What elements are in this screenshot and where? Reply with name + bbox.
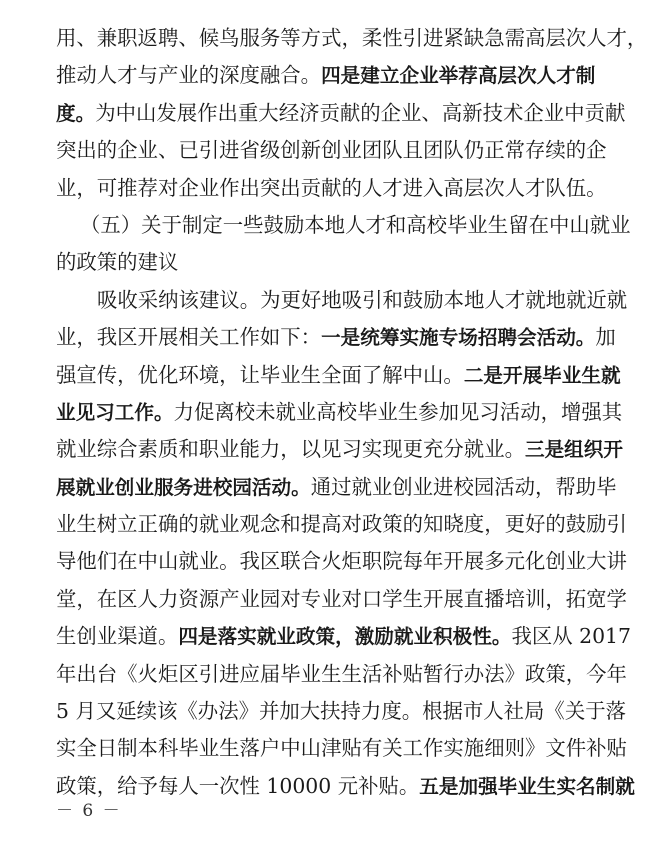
text-line: [56, 132, 607, 169]
text-run: 导他们在中山就业。我区联合火炬职院每年开展多元化创业大讲: [56, 549, 627, 574]
text-run: 加: [595, 325, 616, 350]
text-line: [56, 581, 627, 618]
text-line: [56, 506, 627, 543]
bold-heading-run: 四是建立企业举荐高层次人才制: [321, 64, 596, 88]
bold-heading-run: 三是组织开: [524, 438, 623, 462]
text-run: 5 月又延续该《办法》并加大扶持力度。根据市人社局《关于落: [56, 699, 626, 724]
text-run: 推动人才与产业的深度融合。: [56, 63, 322, 88]
text-run: 业，可推荐对企业作出突出贡献的人才进入高层次人才队伍。: [56, 175, 607, 200]
text-line: [56, 95, 626, 132]
text-line: [56, 543, 627, 580]
text-run: 用、兼职返聘、候鸟服务等方式，柔性引进紧缺急需高层次人才，: [56, 26, 647, 50]
text-line: [56, 693, 626, 730]
bold-heading-run: 四是落实就业政策，激励就业积极性。: [178, 625, 512, 649]
section-title-line: [56, 244, 560, 281]
text-line: [56, 768, 635, 805]
section-title-line: [56, 207, 631, 244]
text-line: [56, 319, 616, 356]
section-title: （五）关于制定一些鼓励本地人才和高校毕业生留在中山就业: [80, 212, 631, 237]
bold-heading-run: 展就业创业服务进校园活动。: [56, 475, 311, 499]
text-run: 通过就业创业进校园活动，帮助毕: [310, 474, 617, 499]
text-line: [56, 282, 628, 319]
text-run: 业，我区开展相关工作如下：: [56, 325, 322, 350]
page-number: － 6 －: [56, 801, 122, 821]
text-run: 就业综合素质和职业能力，以见习实现更充分就业。: [56, 437, 525, 462]
text-line: [56, 656, 627, 693]
text-run: 堂，在区人力资源产业园对专业对口学生开展直播培训，拓宽学: [56, 586, 627, 611]
bold-heading-run: 二是开展毕业生就: [463, 363, 621, 387]
text-run: 强宣传，优化环境，让毕业生全面了解中山。: [56, 362, 464, 387]
text-line: [56, 170, 607, 207]
text-line: [56, 431, 623, 468]
document-body: [56, 20, 647, 805]
text-line: [56, 469, 617, 506]
text-run: 为中山发展作出重大经济贡献的企业、高新技术企业中贡献: [95, 100, 626, 125]
text-line: [56, 357, 621, 394]
text-run: 生创业渠道。: [56, 624, 179, 649]
bold-heading-run: 五是加强毕业生实名制就: [419, 774, 635, 798]
text-line: [56, 394, 623, 431]
text-run: 我区从 2017: [511, 624, 631, 649]
text-run: 实全日制本科毕业生落户中山津贴有关工作实施细则》文件补贴: [56, 736, 627, 761]
text-run: 力促离校未就业高校毕业生参加见习活动，增强其: [173, 399, 623, 424]
bold-heading-run: 业见习工作。: [56, 400, 174, 424]
text-run: 业生树立正确的就业观念和提高对政策的知晓度，更好的鼓励引: [56, 512, 627, 537]
bold-heading-run: 一是统筹实施专场招聘会活动。: [321, 326, 596, 350]
text-line: [56, 730, 627, 767]
text-run: 突出的企业、已引进省级创新创业团队且团队仍正常存续的企: [56, 138, 607, 163]
text-run: 年出台《火炬区引进应届毕业生生活补贴暂行办法》政策，今年: [56, 661, 627, 686]
text-run: 政策，给予每人一次性 10000 元补贴。: [56, 773, 420, 798]
text-run: 吸收采纳该建议。为更好地吸引和鼓励本地人才就地就近就: [97, 287, 628, 312]
text-line: [56, 618, 631, 655]
text-line: [56, 57, 596, 94]
text-line: [56, 20, 647, 57]
bold-heading-run: 度。: [56, 101, 96, 125]
section-title: 的政策的建议: [56, 250, 179, 275]
